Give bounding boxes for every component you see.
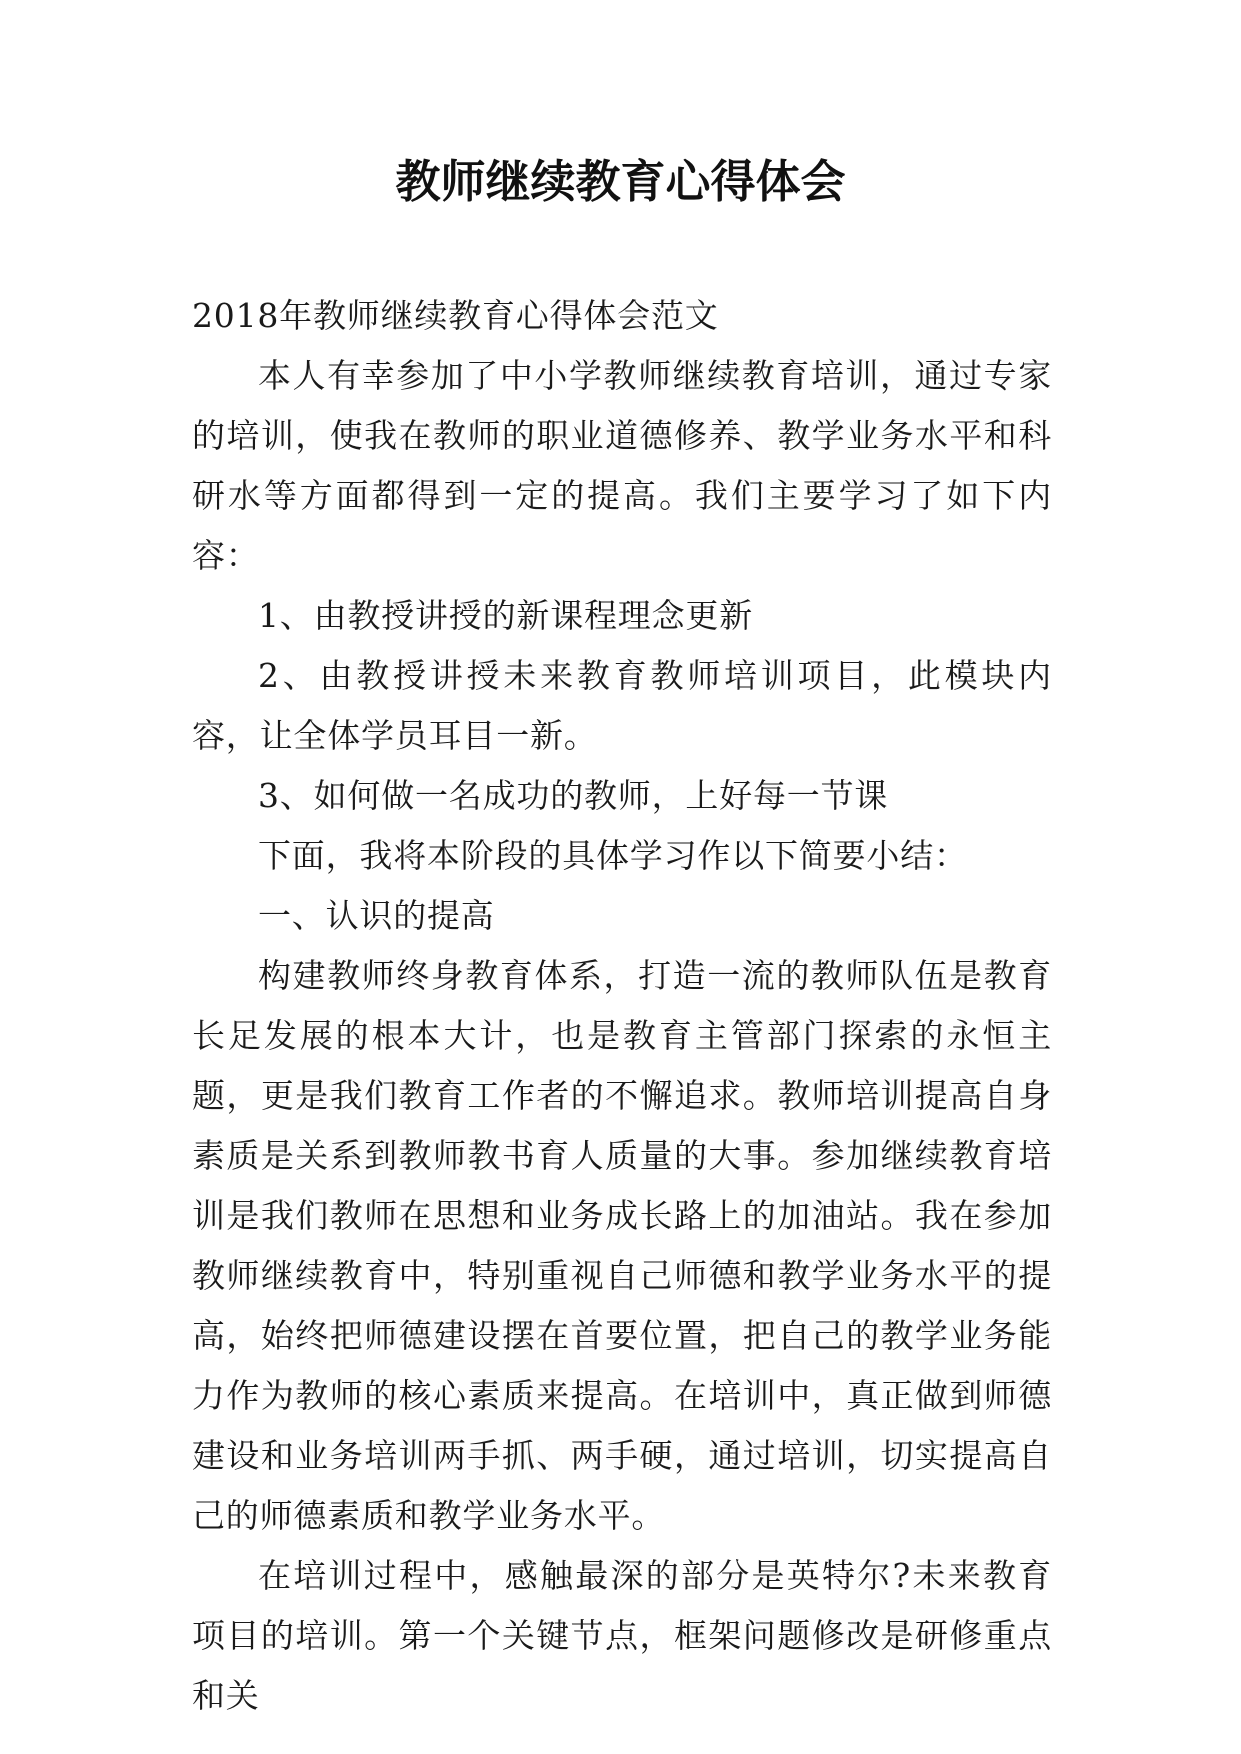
- intro-paragraph: 本人有幸参加了中小学教师继续教育培训，通过专家的培训，使我在教师的职业道德修养、教学业务水平和科研水等方面都得到一定的提高。我们主要学习了如下内容：: [192, 356, 1052, 575]
- section-heading-1: 一、认识的提高: [258, 896, 495, 935]
- subtitle-paragraph: 2018年教师继续教育心得体会范文: [192, 296, 719, 335]
- list-item-3: 3、如何做一名成功的教师，上好每一节课: [258, 776, 889, 815]
- document-title: 教师继续教育心得体会: [395, 155, 846, 208]
- summary-intro-paragraph: 下面，我将本阶段的具体学习作以下简要小结：: [258, 836, 968, 875]
- list-item-2: 2、由教授讲授未来教育教师培训项目，此模块内容，让全体学员耳目一新。: [192, 656, 1052, 755]
- document-body: [192, 286, 1052, 1726]
- body-paragraph-2: 在培训过程中，感触最深的部分是英特尔?未来教育项目的培训。第一个关键节点，框架问题修改是研修重点和关: [192, 1556, 1052, 1715]
- list-item-1: 1、由教授讲授的新课程理念更新: [258, 596, 753, 635]
- body-paragraph-1: 构建教师终身教育体系，打造一流的教师队伍是教育长足发展的根本大计，也是教育主管部门探索的永恒主题，更是我们教育工作者的不懈追求。教师培训提高自身素质是关系到教师教书育人质量的大事。参加继续教育培训是我们教师在思想和业务成长路上的加油站。我在参加教师继续教育中，特别重视自己师德和教学业务水平的提高，始终把师德建设摆在首要位置，把自己的教学业务能力作为教师的核心素质来提高。在培训中，真正做到师德建设和业务培训两手抓、两手硬，通过培训，切实提高自己的师德素质和教学业务水平。: [192, 956, 1052, 1535]
